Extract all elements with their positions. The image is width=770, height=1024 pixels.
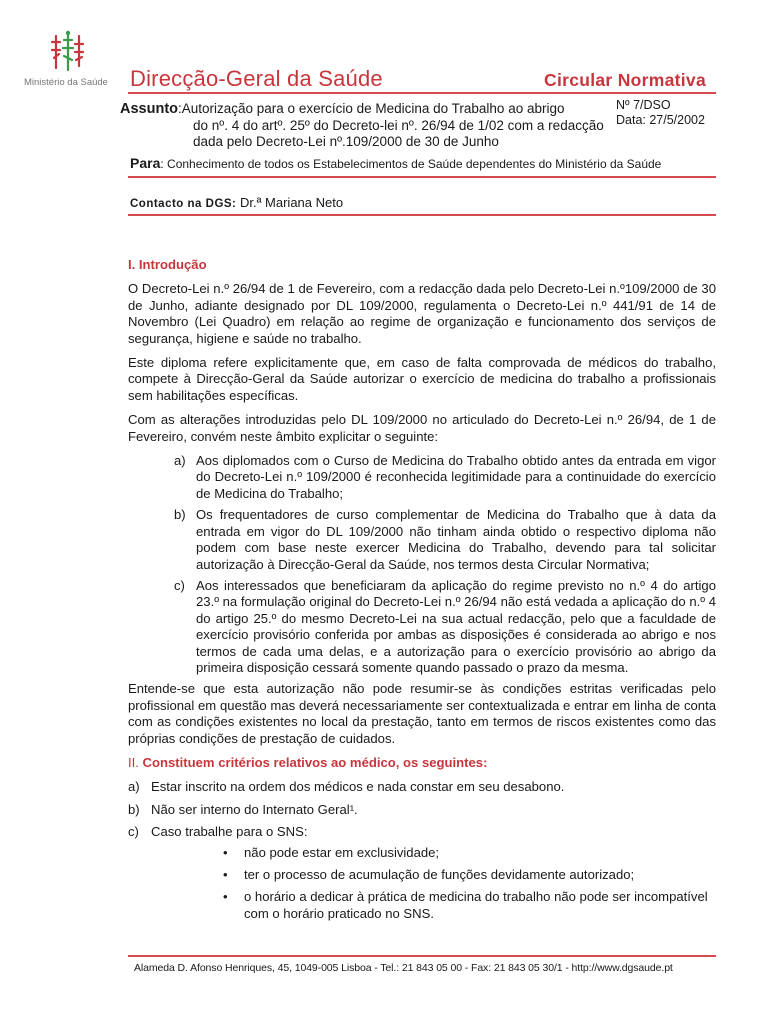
list-item-text: Estar inscrito na ordem dos médicos e nada constar em seu desabono.	[151, 779, 565, 795]
list-item-text: Aos diplomados com o Curso de Medicina do Trabalho obtido antes da entrada em vigor do Decreto-Lei n.º 109/2000 é reconhecida legitimidade para a continuidade do exercício de Medicina do Trabalho;	[196, 453, 716, 501]
header-divider	[128, 92, 716, 94]
section-2-title: Constituem critérios relativos ao médico, os seguintes:	[138, 754, 488, 770]
section-2-heading	[128, 755, 716, 771]
list-marker: a)	[174, 453, 186, 469]
recipients-label: Para	[130, 155, 161, 171]
list-marker: c)	[174, 577, 185, 593]
list-marker: b)	[128, 801, 140, 817]
circular-number: Nº 7/DSO	[616, 98, 671, 112]
bullet-text: ter o processo de acumulação de funções devidamente autorizado;	[244, 867, 635, 882]
recipients-text: : Conhecimento de todos os Estabelecimentos de Saúde dependentes do Ministério da Saúde	[160, 157, 662, 171]
list-item-text: Os frequentadores de curso complementar de Medicina do Trabalho que à data da entrada em vigor do DL 109/2000 não tinham ainda obtido o respectivo diploma não podem com base neste exercer Medicina do Trabalho, devendo para tal solicitar autorização à Direcção-Geral da Saúde, nos termos desta Circular Normativa;	[196, 507, 716, 572]
recipients	[130, 155, 661, 171]
list-item	[128, 453, 716, 502]
bullet-item	[151, 845, 716, 861]
paragraph: Com as alterações introduzidas pelo DL 109/2000 no articulado do Decreto-Lei n.º 26/94, de 1 de Fevereiro, convém neste âmbito explicitar o seguinte:	[128, 412, 716, 444]
contact-name: Dr.ª Mariana Neto	[236, 195, 344, 210]
bullet-text: não pode estar em exclusividade;	[244, 844, 440, 860]
bullet-icon: •	[223, 844, 228, 860]
list-item	[128, 824, 716, 922]
bullet-item	[151, 889, 716, 922]
circular-title: Circular Normativa	[544, 70, 706, 90]
subject-block	[120, 101, 610, 151]
list-item-text: Não ser interno do Internato Geral¹.	[151, 801, 358, 817]
circular-date: Data: 27/5/2002	[616, 113, 705, 127]
dgs-logo-icon	[48, 30, 88, 74]
subject-line-2: do nº. 4 do artº. 25º do Decreto-lei nº. 26/94 de 1/02 com a redacção	[193, 117, 604, 133]
bullet-icon: •	[223, 889, 228, 905]
footer-divider	[128, 955, 716, 957]
subject-label: Assunto	[120, 101, 178, 117]
footer-address: Alameda D. Afonso Henriques, 45, 1049-005 Lisboa - Tel.: 21 843 05 00 - Fax: 21 843 05 30/1 - http://www.dgsaude.pt	[134, 962, 673, 974]
subject-line-3: dada pelo Decreto-Lei nº.109/2000 de 30 de Junho	[193, 134, 499, 149]
section-1-list	[128, 453, 716, 676]
paragraph: O Decreto-Lei n.º 26/94 de 1 de Fevereiro, com a redacção dada pelo Decreto-Lei n.º109/2000 de 30 de Junho, adiante designado por DL 109/2000, regulamenta o Decreto-Lei n.º 441/91 de 14 de Novembro (Lei Quadro) em relação ao regime de organização e funcionamento dos serviços de segurança, higiene e saúde no trabalho.	[128, 281, 716, 346]
document-body	[128, 257, 716, 928]
bullet-icon: •	[223, 867, 228, 882]
list-item-text: Caso trabalhe para o SNS:	[151, 824, 308, 840]
contact-label: Contacto na DGS:	[130, 198, 237, 210]
list-item	[128, 802, 716, 818]
bullet-text: o horário a dedicar à prática de medicina do trabalho não pode ser incompatível com o horário praticado no SNS.	[244, 889, 708, 921]
list-item-text: Aos interessados que beneficiaram da aplicação do regime previsto no n.º 4 do artigo 23.º na formulação original do Decreto-Lei n.º 26/94 não está vedada a aplicação do n.º 4 do artigo 25.º do mesmo Decreto-Lei na sua actual redacção, pelo que a faculdade de exercício provisório conferida por ambas as disposições é considerada ao abrigo e nos termos de cada uma delas, e a autorização para o exercício provisório ao abrigo da primeira disposição cessará somente quando passado o prazo da mesma.	[196, 577, 716, 675]
sns-conditions-list	[151, 845, 716, 923]
recipients-divider	[128, 176, 716, 178]
section-1-heading: I. Introdução	[128, 257, 207, 272]
reference-block	[616, 98, 705, 128]
department-title: Direcção-Geral da Saúde	[130, 66, 383, 91]
list-item	[128, 578, 716, 676]
section-2-list	[128, 779, 716, 922]
list-marker: a)	[128, 779, 140, 795]
bullet-item	[151, 867, 716, 883]
contact	[130, 195, 343, 210]
section-2-number: II.	[128, 754, 139, 770]
paragraph: Entende-se que esta autorização não pode resumir-se às condições estritas verificadas pelo profissional em questão mas deverá necessariamente ser contextualizada e entrar em linha de conta com as condições existentes no local da prestação, tanto em termos de riscos existentes como das próprias condições de prestação de cuidados.	[128, 681, 716, 746]
paragraph: Este diploma refere explicitamente que, em caso de falta comprovada de médicos do trabalho, compete à Direcção-Geral da Saúde autorizar o exercício de medicina do trabalho a profissionais sem habilitações específicas.	[128, 355, 716, 403]
list-marker: b)	[174, 507, 186, 523]
ministry-name: Ministério da Saúde	[24, 77, 108, 88]
list-marker: c)	[128, 824, 139, 840]
list-item	[128, 507, 716, 573]
contact-divider	[128, 214, 716, 216]
list-item	[128, 779, 716, 795]
subject-line-1: :Autorização para o exercício de Medicina do Trabalho ao abrigo	[178, 101, 565, 116]
